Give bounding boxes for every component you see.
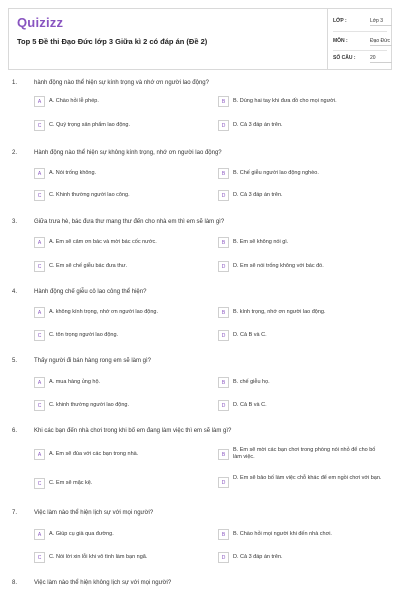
option-letter-box: B xyxy=(218,449,229,460)
worksheet-title: Top 5 Đề thi Đạo Đức lớp 3 Giữa kì 2 có đáp án (Đề 2) xyxy=(17,37,208,46)
meta-class-value: Lớp 3 xyxy=(370,18,392,26)
option-text: C. khinh thường người lao động. xyxy=(49,402,130,408)
question-text: Khi các bạn đến nhà chơi trong khi bố em đang làm việc thì em sẽ làm gì? xyxy=(34,428,232,434)
option-letter-box: B xyxy=(218,307,229,318)
option-text: C. Nói lời xin lỗi khi vô tình làm bạn ngã. xyxy=(49,554,148,560)
option-letter-box: C xyxy=(34,261,45,272)
question-number: 1. xyxy=(12,80,18,86)
meta-separator xyxy=(333,50,387,51)
question-number: 6. xyxy=(12,428,18,434)
option-text: A. Em sẽ đùa với các bạn trong nhà. xyxy=(49,451,139,457)
option-text: A. Em sẽ cảm ơn bác và mời bác cốc nước. xyxy=(49,239,157,245)
option-text: A. mua hàng ủng hộ. xyxy=(49,379,101,385)
meta-count-label: SỐ CÂU : xyxy=(333,55,356,61)
option-text: C. Em sẽ mặc kệ. xyxy=(49,480,93,486)
option-letter-box: B xyxy=(218,168,229,179)
option-letter-box: B xyxy=(218,237,229,248)
option-letter-box: A xyxy=(34,377,45,388)
option-text: D. Em sẽ nói trống không với bác đó. xyxy=(233,263,324,269)
option-text: D. Cả B và C. xyxy=(233,332,267,338)
question-text: Giữa trưa hè, bác đưa thư mang thư đến cho nhà em thì em sẽ làm gì? xyxy=(34,219,225,225)
question-text: Việc làm nào thể hiện lịch sự với mọi người? xyxy=(34,510,154,516)
worksheet-header xyxy=(8,8,392,70)
option-letter-box: C xyxy=(34,552,45,563)
quizizz-logo: Quizizz xyxy=(17,15,64,30)
option-text: D. Cả B và C. xyxy=(233,402,267,408)
option-letter-box: D xyxy=(218,330,229,341)
option-letter-box: A xyxy=(34,237,45,248)
option-letter-box: D xyxy=(218,190,229,201)
option-letter-box: B xyxy=(218,377,229,388)
meta-count-value: 20 xyxy=(370,55,392,63)
option-letter-box: A xyxy=(34,449,45,460)
question-text: Việc làm nào thể hiện không lịch sự với mọi người? xyxy=(34,580,172,586)
meta-subject-label: MÔN : xyxy=(333,38,348,44)
option-letter-box: A xyxy=(34,168,45,179)
option-letter-box: C xyxy=(34,120,45,131)
option-text: D. Em sẽ bảo bố làm việc chỗ khác để em ngồi chơi với bạn. xyxy=(233,475,382,481)
question-number: 7. xyxy=(12,510,18,516)
option-text: B. Em sẽ không nói gì. xyxy=(233,239,289,245)
option-text: A. không kính trọng, nhớ ơn người lao động. xyxy=(49,309,158,315)
option-text: B. Dùng hai tay khi đưa đồ cho mọi người. xyxy=(233,98,337,104)
option-text: B. Chế giễu người lao động nghèo. xyxy=(233,170,319,176)
option-text: B. chế giễu họ. xyxy=(233,379,270,385)
question-number: 3. xyxy=(12,219,18,225)
option-text: A. Nói trống không. xyxy=(49,170,97,176)
question-number: 2. xyxy=(12,150,18,156)
option-text: A. Chào hỏi lễ phép. xyxy=(49,98,99,104)
option-letter-box: B xyxy=(218,96,229,107)
option-letter-box: C xyxy=(34,330,45,341)
option-letter-box: A xyxy=(34,307,45,318)
option-letter-box: C xyxy=(34,190,45,201)
option-letter-box: D xyxy=(218,120,229,131)
option-letter-box: D xyxy=(218,261,229,272)
option-text: B. Em sẽ mời các bạn chơi trong phòng nói nhỏ để cho bố làm việc. xyxy=(233,447,376,460)
option-letter-box: B xyxy=(218,529,229,540)
meta-separator xyxy=(333,31,387,32)
question-text: Hành động nào thể hiện sự không kính trọng, nhớ ơn người lao động? xyxy=(34,150,222,156)
meta-subject-value: Đạo Đức xyxy=(370,38,391,44)
option-letter-box: D xyxy=(218,477,229,488)
question-text: Hành động chế giễu cô lao công thể hiện? xyxy=(34,289,147,295)
option-text: D. Cả 3 đáp án trên. xyxy=(233,122,283,128)
option-text: D. Cả 3 đáp án trên. xyxy=(233,554,283,560)
question-number: 4. xyxy=(12,289,18,295)
question-number: 5. xyxy=(12,358,18,364)
option-letter-box: D xyxy=(218,552,229,563)
question-text: hành động nào thể hiện sự kính trọng và nhớ ơn người lao động? xyxy=(34,80,209,86)
option-text: C. Quý trọng sản phẩm lao động. xyxy=(49,122,131,128)
option-text: B. kính trọng, nhớ ơn người lao động. xyxy=(233,309,326,315)
question-number: 8. xyxy=(12,580,18,586)
option-text: C. Em sẽ chế giễu bác đưa thư. xyxy=(49,263,127,269)
option-text: A. Giúp cụ già qua đường. xyxy=(49,531,114,537)
option-text: D. Cả 3 đáp án trên. xyxy=(233,192,283,198)
option-text: B. Chào hỏi mọi người khi đến nhà chơi. xyxy=(233,531,332,537)
option-letter-box: A xyxy=(34,96,45,107)
worksheet-meta xyxy=(327,9,392,69)
option-letter-box: C xyxy=(34,478,45,489)
option-letter-box: A xyxy=(34,529,45,540)
option-text: C. tôn trọng người lao động. xyxy=(49,332,119,338)
option-text: C. Khinh thường người lao công. xyxy=(49,192,130,198)
option-letter-box: C xyxy=(34,400,45,411)
meta-class-label: LỚP : xyxy=(333,18,347,24)
option-letter-box: D xyxy=(218,400,229,411)
question-text: Thấy người đi bán hàng rong em sẽ làm gì? xyxy=(34,358,152,364)
